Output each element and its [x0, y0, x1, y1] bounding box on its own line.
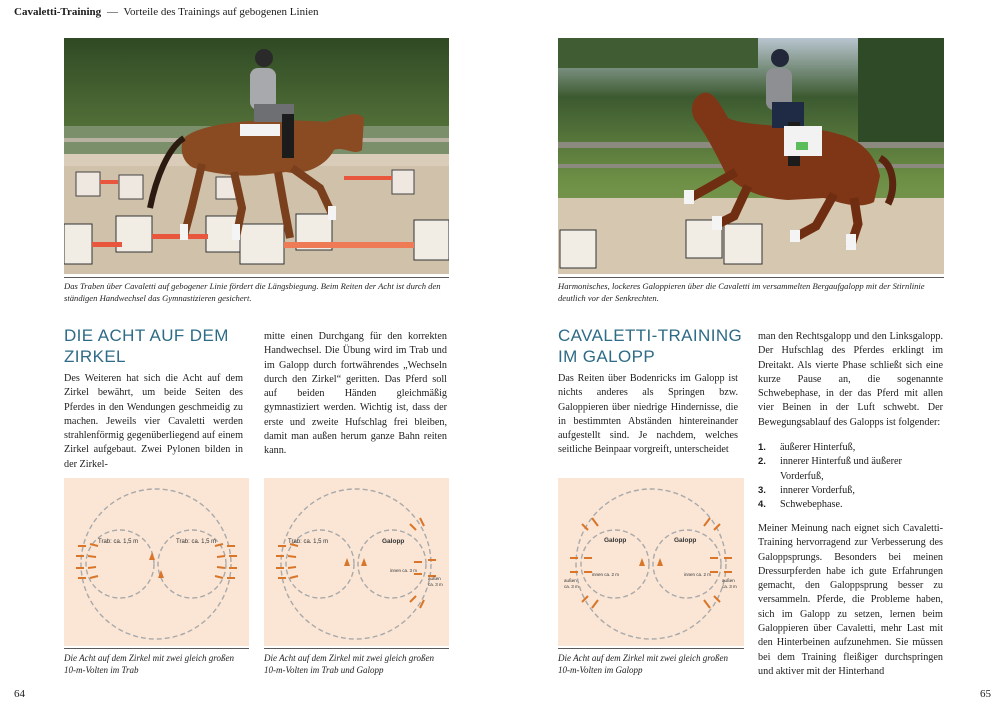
diagram-caption-1: Die Acht auf dem Zirkel mit zwei gleich großen 10-m-Volten im Trab	[64, 653, 234, 675]
page-number-right: 65	[980, 688, 991, 700]
section-heading-galopp	[558, 325, 748, 367]
section-heading-acht	[64, 325, 254, 367]
section-title: Vorteile des Trainings auf gebogenen Linien	[123, 6, 319, 18]
list-item	[758, 455, 943, 484]
gait-label-left: Galopp	[604, 537, 627, 544]
list-number: 4.	[758, 499, 766, 511]
distance-label-right: Trab: ca. 1,5 m	[176, 539, 217, 545]
list-item	[758, 441, 943, 455]
list-text: innerer Vorderfuß,	[780, 484, 855, 496]
heading-line-2: IM GALOPP	[558, 347, 656, 366]
photo-caption-right: Harmonisches, lockeres Galoppieren über die Cavaletti im versammelten Bergaufgalopp mit der Stirnlinie deutlich vor der Senkrechten.	[558, 281, 925, 303]
heading-line-2: ZIRKEL	[64, 347, 126, 366]
page-number-left: 64	[14, 688, 25, 700]
diagram-acht-trab-galopp	[264, 478, 449, 646]
list-item	[758, 498, 943, 512]
inner-distance-label-right: innen ca. 2 m	[684, 572, 712, 577]
outer-circle	[281, 489, 431, 639]
photo-canter-over-cavaletti	[558, 38, 944, 274]
photo-divider-right	[558, 277, 944, 278]
distance-label-left: Trab: ca. 1,5 m	[288, 539, 329, 545]
photo-trot-over-cavaletti	[64, 38, 449, 274]
header-separator: —	[106, 6, 118, 18]
body-column-right-1: Das Reiten über Bodenricks im Galopp ist nichts anderes als Springen bzw. Galoppieren über niedrige Hindernisse, die in bestimmten Abständen hintereinander aufgestellt sind. Je nachdem, welches seitliche Beinpaar vorgreift, unterscheidet	[558, 373, 738, 456]
photo-trot-illustration	[64, 38, 449, 274]
chapter-title: Cavaletti-Training	[14, 6, 102, 18]
diagram-acht-galopp	[558, 478, 744, 646]
list-number: 3.	[758, 484, 766, 496]
photo-caption-left: Das Traben über Cavaletti auf gebogener Linie fördert die Längsbiegung. Beim Reiten der Acht ist durch den ständigen Handwechsel das Gymnastizieren gesichert.	[64, 281, 441, 303]
figure-eight-diagram	[64, 478, 249, 646]
outer-distance-label-1: außen	[428, 576, 441, 581]
pylon-icon	[149, 552, 155, 560]
diagram-divider-2	[264, 648, 449, 649]
inner-distance-label: innen ca. 3 m	[390, 568, 418, 573]
list-text: Schwebephase.	[780, 499, 843, 511]
diagram-divider-1	[64, 648, 249, 649]
heading-line-1: CAVALETTI-TRAINING	[558, 326, 743, 345]
pylon-icon	[361, 558, 367, 566]
body-column-right-2-intro: man den Rechtsgalopp und den Linksgalopp. Der Hufschlag des Pferdes erklingt im Dreitakt. Als vierte Phase schließt sich eine kurze Pause an, die sogenannte Schwebephase, in der das Pferd mit allen vier Beinen in der Luft schwebt. Der Bewegungsablauf des Galopps ist folgender:	[758, 331, 943, 428]
body-column-left-1: Des Weiteren hat sich die Acht auf dem Zirkel bewährt, um beide Seiten des Pferdes in den Wendungen geschmeidig zu machen. Jeweils vier Cavaletti werden strahlenförmig gegenüberliegend auf einem Zirkel aufgebaut. Zwei Pylonen bilden in der Zirkel-	[64, 373, 243, 470]
outer-distance-label-right-2: ca. 3 m	[722, 584, 737, 589]
outer-distance-label-left-2: ca. 3 m	[564, 584, 579, 589]
body-column-left-2: mitte einen Durchgang für den korrekten Handwechsel. Die Übung wird im Trab und im Galopp durch fortwährendes „Wechseln durch den Zirkel“ geritten. Das Pferd soll auf beiden Händen gleichmäßig gymnastiziert werden. Wichtig ist, dass der erste und zweite Hufschlag frei bleiben, damit man außen herum ganze Bahn reiten kann.	[264, 331, 447, 457]
list-number: 2.	[758, 456, 766, 468]
pylon-icon	[639, 558, 645, 566]
diagram-caption-2: Die Acht auf dem Zirkel mit zwei gleich großen 10-m-Volten im Trab und Galopp	[264, 653, 434, 675]
outer-distance-label-left-1: außen	[564, 578, 577, 583]
pylon-icon	[344, 558, 350, 566]
gait-label-right: Galopp	[674, 537, 697, 544]
outer-distance-label-2: ca. 3 m	[428, 582, 443, 587]
gait-label: Galopp	[382, 538, 405, 545]
heading-line-1: DIE ACHT AUF DEM	[64, 326, 229, 345]
inner-distance-label-left: innen ca. 2 m	[592, 572, 620, 577]
diagram-caption-3: Die Acht auf dem Zirkel mit zwei gleich großen 10-m-Volten im Galopp	[558, 653, 728, 675]
list-text: äußerer Hinterfuß,	[780, 442, 856, 453]
list-item	[758, 484, 943, 498]
cavaletti-left	[570, 518, 598, 608]
list-number: 1.	[758, 442, 766, 453]
photo-canter-illustration	[558, 38, 944, 274]
outer-distance-label-right-1: außen	[722, 578, 735, 583]
diagram-acht-trab	[64, 478, 249, 646]
body-column-right-2-outro: Meiner Meinung nach eignet sich Cavaletti-Training hervorragend zur Verbesserung des Galoppsprungs. Besonders bei meinen Dressurpferden habe ich gute Erfahrungen gemacht, den Galoppsprung besser zu versammeln. Pferde, die Probleme haben, sich im Galopp zu setzen, lernen beim Galoppieren über Cavaletti, mehr Last mit den Hinterbeinen aufzunehmen. Sie müssen bei dem Training fleißiger durchspringen und aktiver mit der Hinterhand	[758, 523, 943, 677]
diagram-divider-3	[558, 648, 744, 649]
figure-eight-diagram	[264, 478, 449, 646]
figure-eight-diagram	[558, 478, 744, 646]
gallop-sequence-list	[758, 441, 943, 512]
pylon-icon	[657, 558, 663, 566]
outer-circle	[81, 489, 231, 639]
list-text: innerer Hinterfuß und äußerer Vorderfuß,	[780, 456, 902, 482]
outer-circle	[576, 489, 726, 639]
running-header	[14, 6, 319, 18]
photo-divider-left	[64, 277, 449, 278]
distance-label-left: Trab: ca. 1,5 m	[98, 539, 139, 545]
